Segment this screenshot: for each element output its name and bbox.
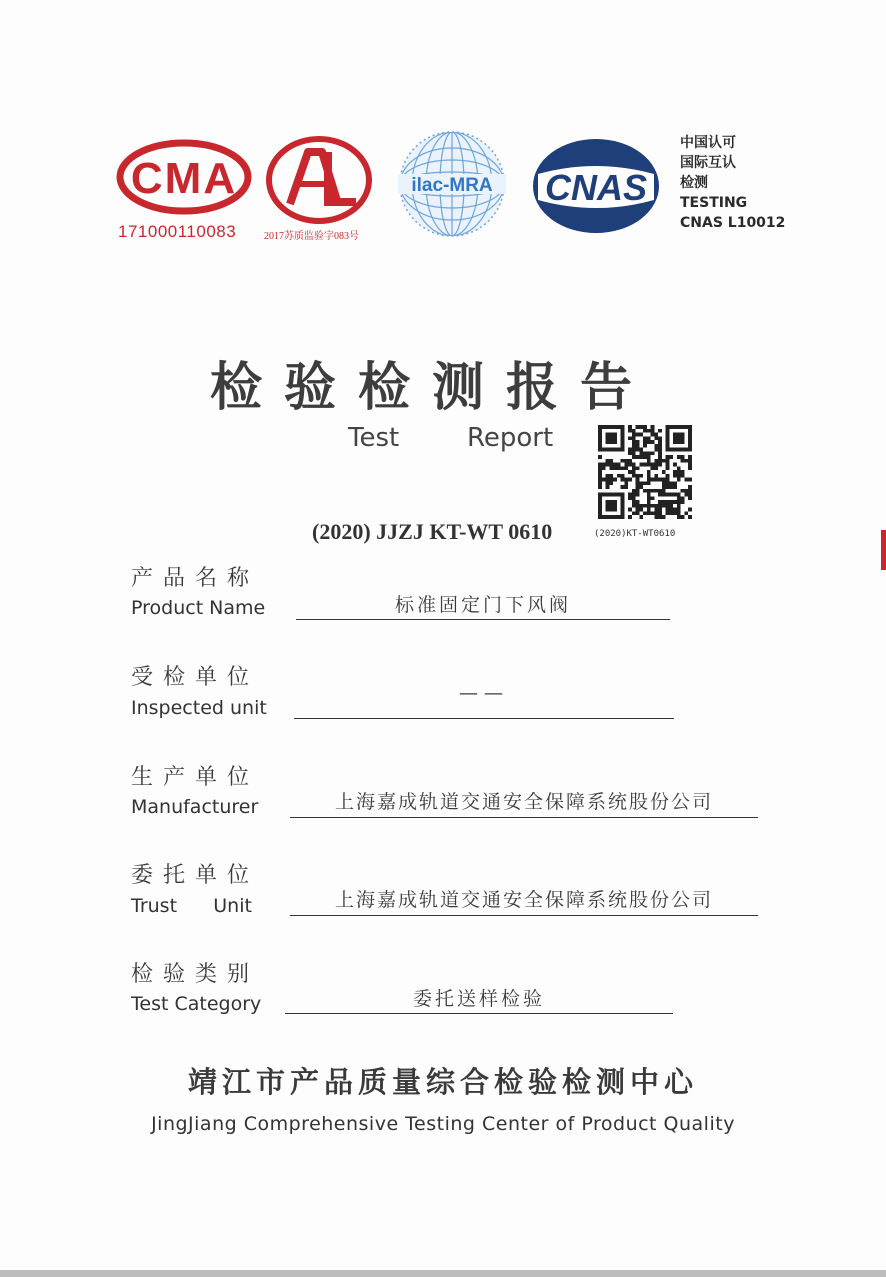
trust-unit-label-en: Trust Unit (131, 895, 252, 917)
qr-label: (2020)KT-WT0610 (594, 529, 676, 539)
ilac-mark: ilac-MRA (411, 175, 493, 196)
cnas-text-line: 国际互认 (680, 155, 736, 171)
inspected-unit-underline (294, 718, 674, 719)
cal-number: 2017苏质监验字083号 (264, 231, 359, 242)
trust-unit-label-cn: 委托单位 (131, 863, 260, 888)
cma-mark: CMA (130, 154, 238, 203)
trust-unit-underline (290, 915, 758, 916)
product-name-value: 标准固定门下风阀 (394, 594, 571, 616)
qr-code[interactable] (598, 425, 692, 519)
report-title-en-test: Test (348, 423, 400, 453)
manufacturer-label-cn: 生产单位 (131, 765, 260, 790)
product-name-label-cn: 产品名称 (131, 566, 260, 591)
manufacturer-label-en: Manufacturer (131, 796, 259, 818)
cnas-logo (530, 136, 662, 236)
ilac-mra-logo (396, 128, 508, 240)
test-category-label-cn: 检验类别 (131, 962, 260, 987)
page-edge-mark (881, 530, 886, 570)
cnas-text-line: TESTING (680, 195, 748, 211)
cnas-text-line: 检测 (680, 175, 708, 191)
cnas-text-line: CNAS L10012 (680, 215, 786, 231)
inspected-unit-value: —— (459, 682, 509, 704)
cma-logo (116, 138, 252, 216)
trust-unit-value: 上海嘉成轨道交通安全保障系统股份公司 (334, 889, 713, 911)
cnas-text-line: 中国认可 (680, 135, 736, 151)
issuer-name-en: JingJiang Comprehensive Testing Center of Product Quality (151, 1113, 735, 1135)
product-name-label-en: Product Name (131, 597, 266, 619)
cnas-mark: CNAS (544, 167, 648, 208)
scan-edge (0, 1270, 886, 1277)
test-category-label-en: Test Category (131, 993, 262, 1015)
cal-logo (264, 134, 374, 226)
issuer-name-cn: 靖江市产品质量综合检验检测中心 (187, 1065, 698, 1099)
report-title-cn: 检验检测报告 (210, 357, 655, 418)
product-name-underline (296, 619, 670, 620)
test-category-value: 委托送样检验 (412, 988, 545, 1010)
report-number: (2020) JJZJ KT-WT 0610 (312, 519, 553, 544)
cnas-text-block (680, 133, 785, 233)
test-category-underline (285, 1013, 673, 1014)
cma-number: 171000110083 (118, 222, 237, 241)
inspected-unit-label-en: Inspected unit (131, 697, 267, 719)
inspected-unit-label-cn: 受检单位 (131, 665, 260, 690)
manufacturer-value: 上海嘉成轨道交通安全保障系统股份公司 (334, 791, 713, 813)
manufacturer-underline (290, 817, 758, 818)
report-title-en-report: Report (467, 423, 554, 453)
